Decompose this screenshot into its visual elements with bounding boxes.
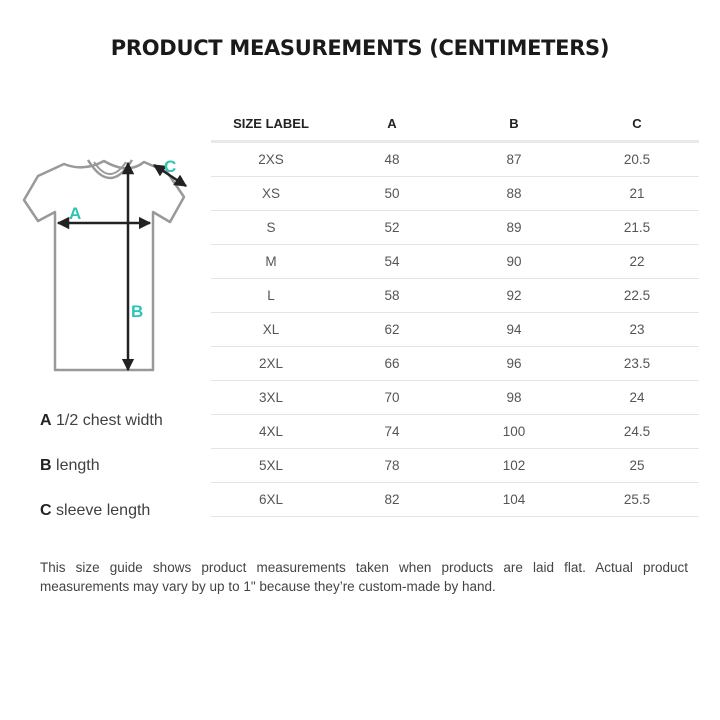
table-row	[211, 142, 699, 177]
legend-item-b	[40, 457, 100, 475]
table-row	[211, 211, 699, 245]
cell-b: 87	[453, 142, 575, 177]
legend-text: sleeve length	[56, 502, 151, 519]
label-b: B	[131, 302, 144, 321]
tshirt-diagram	[18, 150, 198, 386]
table-row	[211, 381, 699, 415]
legend-text: 1/2 chest width	[56, 412, 163, 429]
table-row	[211, 177, 699, 211]
cell-c: 22	[575, 245, 699, 279]
cell-c: 25.5	[575, 483, 699, 517]
size-table	[211, 106, 699, 517]
cell-a: 74	[331, 415, 453, 449]
label-c: C	[164, 157, 177, 176]
cell-b: 89	[453, 211, 575, 245]
header-b: B	[453, 106, 575, 142]
cell-c: 23	[575, 313, 699, 347]
page-title: PRODUCT MEASUREMENTS (CENTIMETERS)	[110, 36, 610, 60]
table-header-row	[211, 106, 699, 142]
cell-size: 2XS	[211, 142, 331, 177]
cell-b: 104	[453, 483, 575, 517]
table-row	[211, 449, 699, 483]
cell-c: 24.5	[575, 415, 699, 449]
size-guide-note: This size guide shows product measurements taken when products are laid flat. Actual product measurements may vary by up to 1" because they’re custom-made by hand.	[40, 560, 688, 594]
table-row	[211, 483, 699, 517]
table-row	[211, 347, 699, 381]
cell-a: 82	[331, 483, 453, 517]
legend-text: length	[56, 457, 100, 474]
cell-c: 25	[575, 449, 699, 483]
cell-c: 23.5	[575, 347, 699, 381]
cell-a: 48	[331, 142, 453, 177]
legend-key: B	[40, 457, 52, 474]
header-c: C	[575, 106, 699, 142]
cell-b: 98	[453, 381, 575, 415]
cell-size: 3XL	[211, 381, 331, 415]
legend-key: C	[40, 502, 52, 519]
legend-item-c	[40, 502, 150, 520]
header-size-label: SIZE LABEL	[211, 106, 331, 142]
cell-a: 58	[331, 279, 453, 313]
legend-key: A	[40, 412, 52, 429]
cell-size: XS	[211, 177, 331, 211]
cell-size: XL	[211, 313, 331, 347]
cell-a: 50	[331, 177, 453, 211]
label-a: A	[69, 204, 82, 223]
legend-item-a	[40, 412, 163, 430]
cell-a: 62	[331, 313, 453, 347]
cell-b: 90	[453, 245, 575, 279]
cell-c: 21	[575, 177, 699, 211]
cell-a: 66	[331, 347, 453, 381]
table-row	[211, 313, 699, 347]
cell-size: L	[211, 279, 331, 313]
cell-b: 92	[453, 279, 575, 313]
cell-a: 70	[331, 381, 453, 415]
table-row	[211, 245, 699, 279]
cell-a: 78	[331, 449, 453, 483]
tshirt-outline	[24, 161, 184, 370]
table-row	[211, 279, 699, 313]
cell-b: 100	[453, 415, 575, 449]
cell-size: 6XL	[211, 483, 331, 517]
cell-size: 2XL	[211, 347, 331, 381]
header-a: A	[331, 106, 453, 142]
cell-size: 5XL	[211, 449, 331, 483]
cell-size: M	[211, 245, 331, 279]
cell-size: S	[211, 211, 331, 245]
cell-c: 20.5	[575, 142, 699, 177]
cell-c: 21.5	[575, 211, 699, 245]
cell-size: 4XL	[211, 415, 331, 449]
table-row	[211, 415, 699, 449]
cell-b: 102	[453, 449, 575, 483]
cell-a: 54	[331, 245, 453, 279]
cell-c: 22.5	[575, 279, 699, 313]
cell-b: 88	[453, 177, 575, 211]
cell-b: 94	[453, 313, 575, 347]
cell-a: 52	[331, 211, 453, 245]
cell-c: 24	[575, 381, 699, 415]
cell-b: 96	[453, 347, 575, 381]
